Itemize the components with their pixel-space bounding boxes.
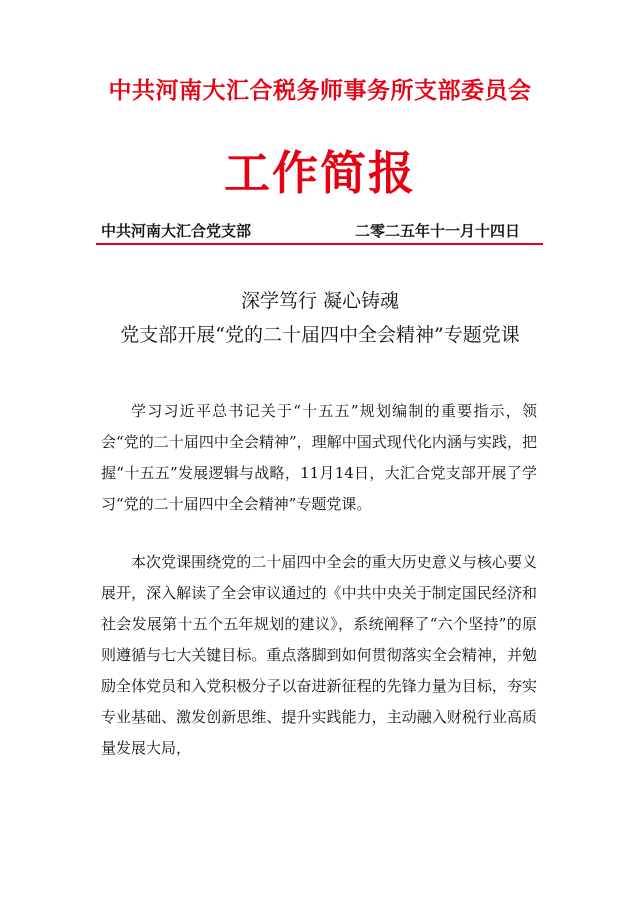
- issuer-date-row: [101, 220, 531, 240]
- article-headline-line2: 党支部开展“党的二十届四中全会精神”专题党课: [120, 324, 520, 346]
- issuer-name: 中共河南大汇合党支部: [101, 222, 252, 240]
- organization-title: 中共河南大汇合税务师事务所支部委员会: [108, 78, 532, 104]
- red-divider-line: [96, 243, 543, 245]
- issue-date: 二零二五年十一月十四日: [354, 222, 520, 240]
- article-paragraph-1: 学习习近平总书记关于“十五五”规划编制的重要指示，领会“党的二十届四中全会精神”，理解中国式现代化内涵与实践，把握“十五五”发展逻辑与战略，11月14日，大汇合党支部开展了学习“党的二十届四中全会精神”专题党课。: [101, 402, 537, 513]
- article-headline-line1: 深学笃行 凝心铸魂: [240, 290, 400, 312]
- bulletin-title: 工作简报: [224, 146, 416, 200]
- article-paragraph-2: 本次党课围绕党的二十届四中全会的重大历史意义与核心要义展开，深入解读了全会审议通过的《中共中央关于制定国民经济和社会发展第十五个五年规划的建议》，系统阐释了“六个坚持”的原则遵循与七大关键目标。重点落脚到如何贯彻落实全会精神，并勉励全体党员和入党积极分子以奋进新征程的先锋力量为目标，夯实专业基础、激发创新思维、提升实践能力，主动融入财税行业高质量发展大局，: [101, 553, 537, 757]
